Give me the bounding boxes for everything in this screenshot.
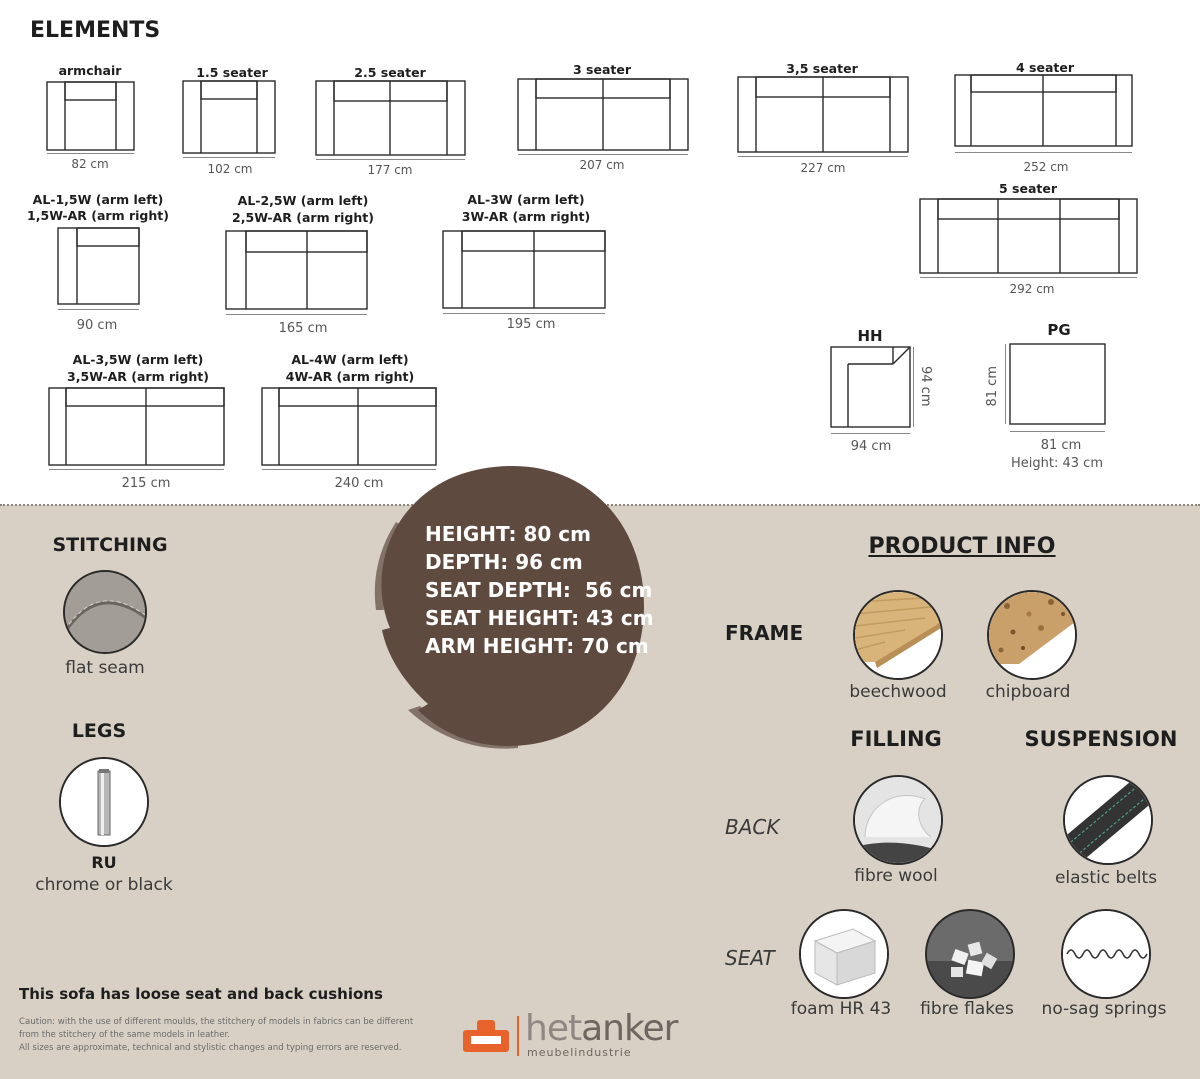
logo-wordmark [525, 1008, 677, 1049]
5-seater-width: 292 cm [1009, 282, 1055, 296]
1-5-seater-label: 1.5 seater [196, 65, 268, 80]
al-1-5w-label-1: AL-1,5W (arm left) [32, 192, 164, 207]
al-4w-width: 240 cm [334, 476, 384, 491]
legs-caption: chrome or black [35, 875, 173, 895]
al-2-5w-dimline [226, 314, 367, 315]
pg-depth-line [1005, 344, 1006, 424]
al-2-5w-label-2: 2,5W-AR (arm right) [232, 210, 374, 225]
fibre-wool-image [853, 775, 943, 865]
fibre-wool-caption: fibre wool [854, 866, 938, 886]
logo-anker: anker [581, 1008, 678, 1049]
fibre-flakes-caption: fibre flakes [920, 999, 1014, 1019]
al-3w-dimline [443, 313, 605, 314]
armchair-diagram [47, 82, 134, 150]
flat-seam-image [63, 570, 147, 654]
leg-ru-image [59, 757, 149, 847]
1-5-seater-diagram [183, 81, 275, 153]
al-1-5w-width: 90 cm [76, 318, 118, 333]
no-sag-springs-caption: no-sag springs [1041, 999, 1167, 1019]
al-3w-label-1: AL-3W (arm left) [467, 192, 585, 207]
4-seater-diagram [955, 75, 1132, 146]
beechwood-caption: beechwood [849, 682, 947, 702]
pg-dimline [1010, 431, 1105, 432]
legs-title: LEGS [71, 720, 127, 742]
pg-depth: 81 cm [985, 366, 1000, 407]
al-4w-diagram [262, 388, 436, 465]
spec-depth: DEPTH: 96 cm [425, 550, 583, 574]
armchair-label: armchair [58, 63, 122, 78]
hh-width: 94 cm [850, 439, 892, 454]
elastic-belts-caption: elastic belts [1054, 868, 1158, 888]
5-seater-diagram [920, 199, 1137, 273]
2-5-seater-width: 177 cm [367, 163, 413, 177]
back-label: BACK [725, 815, 780, 839]
caution-text [19, 1016, 413, 1055]
hh-depth-line [913, 347, 914, 427]
logo-het: het [525, 1008, 582, 1049]
no-sag-springs-image [1061, 909, 1151, 999]
suspension-title: SUSPENSION [1024, 727, 1178, 751]
elastic-belts-image [1063, 775, 1153, 865]
al-4w-label-2: 4W-AR (arm right) [285, 369, 415, 384]
beechwood-image [853, 590, 943, 680]
3-5-seater-width: 227 cm [800, 161, 846, 175]
3-5-seater-label: 3,5 seater [786, 61, 858, 76]
3-5-seater-diagram [738, 77, 908, 152]
al-3-5w-width: 215 cm [121, 476, 171, 491]
4-seater-width: 252 cm [1023, 160, 1069, 174]
al-1-5w-label-2: 1,5W-AR (arm right) [27, 208, 169, 223]
pg-diagram [1010, 344, 1105, 424]
3-seater-dimline [518, 154, 688, 155]
hh-dimline [831, 433, 910, 434]
foam-hr43-caption: foam HR 43 [790, 999, 892, 1019]
al-3-5w-diagram [49, 388, 224, 465]
al-4w-label-1: AL-4W (arm left) [291, 352, 409, 367]
caution-line-3: All sizes are approximate, technical and stylistic changes and typing errors are reserved. [19, 1043, 402, 1053]
logo-separator [517, 1016, 519, 1056]
foam-hr43-image [799, 909, 889, 999]
pg-width: 81 cm [1040, 438, 1082, 453]
chipboard-image [987, 590, 1077, 680]
al-1-5w-dimline [58, 309, 139, 310]
logo-sub: meubelindustrie [527, 1046, 632, 1059]
3-5-seater-dimline [738, 156, 908, 157]
spec-height: HEIGHT: 80 cm [425, 522, 591, 546]
spec-seat-height: SEAT HEIGHT: 43 cm [425, 606, 654, 630]
3-seater-diagram [518, 79, 688, 150]
hh-depth: 94 cm [918, 366, 933, 407]
chipboard-caption: chipboard [985, 682, 1071, 702]
al-3-5w-label-2: 3,5W-AR (arm right) [67, 369, 209, 384]
1-5-seater-width: 102 cm [207, 162, 253, 176]
al-3w-diagram [443, 231, 605, 308]
2-5-seater-label: 2.5 seater [354, 65, 426, 80]
5-seater-dimline [920, 277, 1137, 278]
al-1-5w-diagram [58, 228, 139, 304]
2-5-seater-diagram [316, 81, 465, 155]
caution-line-2: from the stitchery of the same models in leather. [19, 1030, 231, 1040]
armchair-dimline [47, 153, 134, 154]
al-2-5w-width: 165 cm [278, 321, 328, 336]
al-3-5w-dimline [49, 469, 224, 470]
spec-seat-depth: SEAT DEPTH: 56 cm [425, 578, 653, 602]
pg-label: PG [1047, 321, 1071, 339]
armchair-width: 82 cm [71, 157, 109, 171]
al-2-5w-label-1: AL-2,5W (arm left) [237, 193, 369, 208]
pg-height: Height: 43 cm [1011, 456, 1103, 471]
5-seater-label: 5 seater [998, 181, 1058, 196]
fibre-flakes-image [925, 909, 1015, 999]
al-2-5w-diagram [226, 231, 367, 309]
frame-title: FRAME [725, 621, 804, 645]
specs-list [425, 520, 654, 660]
legs-code: RU [91, 853, 117, 872]
4-seater-dimline [955, 152, 1132, 153]
caution-line-1: Caution: with the use of different moulds, the stitchery of models in fabrics can be different [19, 1017, 414, 1027]
hh-diagram [831, 347, 910, 427]
1-5-seater-dimline [183, 157, 275, 158]
3-seater-width: 207 cm [579, 158, 625, 172]
al-3w-width: 195 cm [506, 317, 556, 332]
elements-title: ELEMENTS [30, 18, 161, 43]
3-seater-label: 3 seater [572, 62, 632, 77]
al-3-5w-label-1: AL-3,5W (arm left) [72, 352, 204, 367]
4-seater-label: 4 seater [1015, 60, 1075, 75]
2-5-seater-dimline [316, 159, 465, 160]
seat-label: SEAT [725, 946, 775, 970]
cushions-note: This sofa has loose seat and back cushions [19, 985, 383, 1003]
sofa-logo-icon [463, 1020, 509, 1052]
product-info-title: PRODUCT INFO [868, 534, 1056, 559]
stitching-title: STITCHING [52, 534, 168, 556]
stitching-caption: flat seam [65, 658, 145, 678]
al-3w-label-2: 3W-AR (arm right) [461, 209, 591, 224]
hh-label: HH [857, 327, 883, 345]
filling-title: FILLING [850, 727, 942, 751]
spec-arm-height: ARM HEIGHT: 70 cm [425, 634, 649, 658]
